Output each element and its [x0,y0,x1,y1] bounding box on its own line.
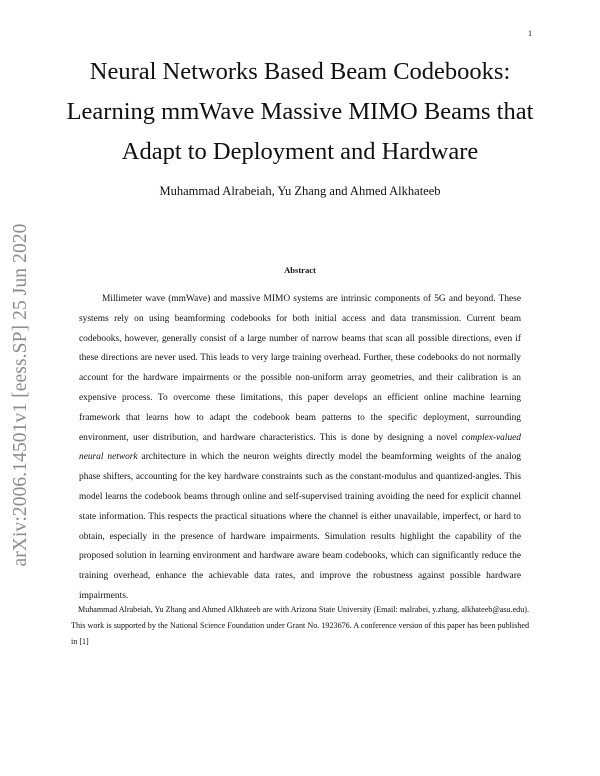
title-line-3: Adapt to Deployment and Hardware [121,138,479,165]
author-affiliation-footnote [71,602,529,651]
page-number: 1 [528,29,532,38]
author-list: Muhammad Alrabeiah, Yu Zhang and Ahmed Alkhateeb [159,184,441,198]
footnote-text: Muhammad Alrabeiah, Yu Zhang and Ahmed Alkhateeb are with Arizona State University (Email: malrabei, y.zhang, alkhateeb@asu.edu). This work is supported by the National Science Foundation under Grant No. 1923676. A conference version of this paper has been published in [1] [71,605,529,647]
paper-title [60,52,540,172]
abstract-body [79,290,521,607]
title-line-1: Neural Networks Based Beam Codebooks: [89,58,511,85]
abstract-text-part-1: Millimeter wave (mmWave) and massive MIMO systems are intrinsic components of 5G and beyond. These systems rely on using beamforming codebooks for both initial access and data transmission. Current beam codebooks, however, generally consist of a large number of narrow beams that scan all possible directions, even if these directions are never used. This leads to very large training overhead. Further, these codebooks do not normally account for the hardware impairments or the possible non-uniform array geometries, and their calibration is an expensive process. To overcome these limitations, this paper develops an efficient online machine learning framework that learns how to adapt the codebook beam patterns to the specific deployment, surrounding environment, user distribution, and hardware characteristics. This is done by designing a novel [79,294,521,443]
title-line-2: Learning mmWave Massive MIMO Beams that [66,98,534,125]
arxiv-identifier-text: arXiv:2006.14501v1 [eess.SP] 25 Jun 2020 [10,223,31,567]
abstract-heading: Abstract [284,265,316,275]
abstract-paragraph [79,290,521,607]
abstract-text-part-2: architecture in which the neuron weights directly model the beamforming weights of the analog phase shifters, accounting for the key hardware constraints such as the constant-modulus and quantized-angles. This model learns the codebook beams through online and self-supervised training avoiding the need for explicit channel state information. This respects the practical situations where the channel is either unavailable, imperfect, or hard to obtain, especially in the presence of hardware impairments. Simulation results highlight the capability of the proposed solution in learning environment and hardware aware beam codebooks, which can significantly reduce the training overhead, enhance the achievable data rates, and improve the robustness against possible hardware impairments. [79,452,521,601]
arxiv-identifier-stamp [4,205,38,585]
abstract-emphasis: complex-valued neural network [79,432,521,463]
